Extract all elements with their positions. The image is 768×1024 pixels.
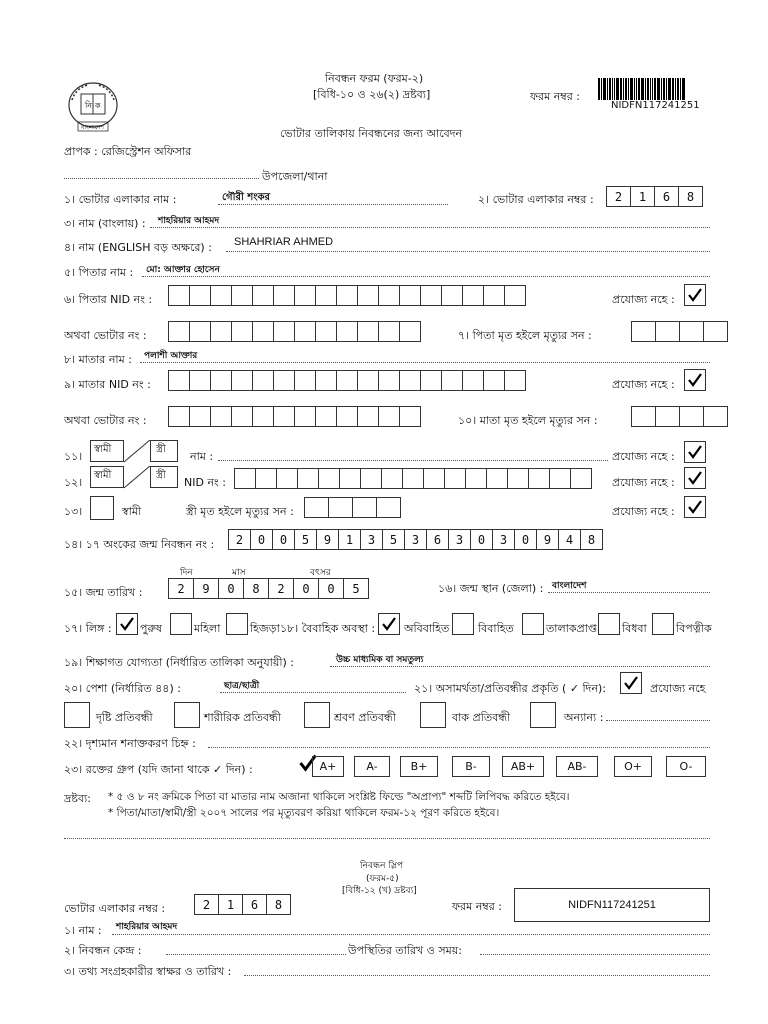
divorced-label: তালাকপ্রাপ্ত [546, 622, 597, 635]
f12-label: ১২। [64, 476, 83, 489]
digit-cell: 1 [630, 186, 655, 207]
slip-title: নিবন্ধন স্লিপ [360, 861, 403, 871]
digit-cell [315, 285, 337, 306]
digit-cell [357, 321, 379, 342]
visual-disability-label: দৃষ্টি প্রতিবন্ধী [96, 711, 153, 724]
digit-cell [273, 285, 295, 306]
digit-cell: 2 [168, 578, 194, 599]
digit-cell [399, 370, 421, 391]
note-1: * ৫ ও ৮ নং ক্রমিকে পিতা বা মাতার নাম অজানা থাকিলে সংশ্লিষ্ট ফিল্ডে "অপ্রাপ্য" শব্দটি লিপিবদ্ধ করিতে হইবে। [108, 791, 570, 803]
upazila-line [64, 178, 259, 179]
f23-label: ২৩। রক্তের গ্রুপ (যদি জানা থাকে ✓ দিন) : [64, 763, 253, 776]
digit-cell [402, 468, 424, 489]
slip-form-no-value: NIDFN117241251 [568, 899, 656, 911]
svg-text:নি: নি [85, 101, 93, 110]
f2-digit-boxes[interactable] [606, 186, 702, 207]
digit-cell [444, 468, 466, 489]
f3-label: ৩। নাম (বাংলায়) : [64, 217, 146, 230]
digit-cell [336, 285, 358, 306]
digit-cell [483, 370, 505, 391]
f16-label: ১৬। জন্ম স্থান (জেলা) : [438, 582, 544, 595]
male-checkbox[interactable] [116, 613, 138, 635]
widow-checkbox[interactable] [598, 613, 620, 635]
blood-group-option[interactable]: A+ [312, 756, 344, 777]
upazila-label: উপজেলা/থানা [262, 170, 328, 183]
slip-form-no-box[interactable] [514, 888, 710, 922]
digit-cell [231, 285, 253, 306]
digit-cell [357, 370, 379, 391]
female-label: মহিলা [194, 622, 221, 635]
digit-cell [315, 406, 337, 427]
f22-label: ২২। দৃশ্যমান শনাক্তকরণ চিহ্ন : [64, 737, 196, 750]
female-checkbox[interactable] [170, 613, 192, 635]
digit-cell [360, 468, 382, 489]
digit-cell [507, 468, 529, 489]
dob-day-caption: দিন [180, 568, 193, 578]
blood-group-option[interactable]: A- [354, 756, 390, 777]
digit-cell [189, 406, 211, 427]
f1-label: ১। ভোটার এলাকার নাম : [64, 193, 177, 206]
checkmark-icon [687, 444, 703, 460]
f4-value[interactable]: SHAHRIAR AHMED [234, 236, 334, 248]
digit-cell [168, 285, 190, 306]
digit-cell [378, 370, 400, 391]
wife-label: স্ত্রী [156, 470, 166, 481]
f13-label: ১৩। [64, 505, 83, 518]
f6-voter-boxes[interactable] [168, 321, 420, 342]
blood-group-option[interactable]: O+ [614, 756, 652, 777]
digit-cell: 2 [228, 529, 251, 550]
digit-cell [252, 370, 274, 391]
digit-cell [252, 285, 274, 306]
digit-cell [168, 406, 190, 427]
blood-group-option[interactable]: O- [666, 756, 706, 777]
emblem-caption: বাংলাদেশ [81, 124, 104, 131]
f9-voter-boxes[interactable] [168, 406, 420, 427]
f13-husband-checkbox[interactable] [90, 496, 114, 520]
checkmark-icon [381, 616, 397, 632]
physical-disability-label: শারীরিক প্রতিবন্ধী [204, 711, 281, 724]
f2-label: ২। ভোটার এলাকার নম্বর : [478, 193, 594, 206]
digit-cell: 0 [272, 529, 295, 550]
checkmark-icon [623, 675, 639, 691]
f8-label: ৮। মাতার নাম : [64, 353, 132, 366]
f10-label: ১০। মাতা মৃত হইলে মৃত্যুর সন : [458, 414, 598, 427]
slip-presence-label: উপস্থিতির তারিখ ও সময়: [348, 944, 462, 957]
other-disability-checkbox[interactable] [530, 702, 556, 728]
digit-cell [504, 370, 526, 391]
slip-name-value[interactable]: শাহরিয়ার আহমদ [116, 922, 178, 932]
unmarried-label: অবিবাহিত [404, 622, 450, 635]
f17-label: ১৭। লিঙ্গ : [64, 622, 112, 635]
slip-subtitle: (ফরম-৫) [366, 874, 399, 884]
digit-cell [465, 468, 487, 489]
f9-or-voter-label: অথবা ভোটার নং : [64, 414, 147, 427]
digit-cell: 0 [250, 529, 273, 550]
form-rule: [বিধি-১০ ও ২৬(২) দ্রষ্টব্য] [313, 88, 431, 101]
digit-cell: 2 [194, 894, 219, 915]
divorced-checkbox[interactable] [522, 613, 544, 635]
digit-cell [189, 285, 211, 306]
digit-cell [336, 406, 358, 427]
wife-label: স্ত্রী [156, 444, 166, 455]
digit-cell: 9 [316, 529, 339, 550]
digit-cell [315, 321, 337, 342]
f13-year-boxes[interactable] [304, 497, 400, 518]
digit-cell: 3 [404, 529, 427, 550]
digit-cell [339, 468, 361, 489]
f14-birth-reg-boxes[interactable] [228, 529, 602, 550]
digit-cell: 8 [580, 529, 603, 550]
f21-label: ২১। অসামর্থতা/প্রতিবন্ধীর প্রকৃতি ( ✓ দিন): [414, 682, 607, 695]
svg-text:ক: ক [95, 101, 101, 110]
digit-cell [189, 370, 211, 391]
digit-cell [294, 321, 316, 342]
digit-cell [168, 370, 190, 391]
f19-label: ১৯। শিক্ষাগত যোগ্যতা (নির্ধারিত তালিকা অনুযায়ী) : [64, 656, 294, 669]
digit-cell [336, 321, 358, 342]
digit-cell: 9 [536, 529, 559, 550]
widower-checkbox[interactable] [652, 613, 674, 635]
slip-center-label: ২। নিবন্ধন কেন্দ্র : [64, 944, 142, 957]
husband-label: স্বামী [94, 444, 112, 455]
note-heading: দ্রষ্টব্য: [64, 792, 91, 805]
slip-area-no-label: ভোটার এলাকার নম্বর : [64, 902, 166, 915]
digit-cell: 0 [293, 578, 319, 599]
f13-wife-death-label: স্ত্রী মৃত হইলে মৃত্যুর সন : [186, 505, 294, 518]
digit-cell [378, 285, 400, 306]
form-no-label: ফরম নম্বর : [530, 90, 580, 103]
checkmark-icon [687, 499, 703, 515]
digit-cell [210, 406, 232, 427]
f6-or-voter-label: অথবা ভোটার নং : [64, 329, 147, 342]
digit-cell [294, 406, 316, 427]
digit-cell [549, 468, 571, 489]
slip-area-digit-boxes[interactable] [194, 894, 290, 915]
barcode [598, 78, 686, 100]
form-title: নিবন্ধন ফরম (ফরম-২) [325, 72, 424, 85]
digit-cell [462, 285, 484, 306]
f12-nid-boxes[interactable] [234, 468, 591, 489]
digit-cell [276, 468, 298, 489]
digit-cell [234, 468, 256, 489]
digit-cell [336, 370, 358, 391]
dob-month-caption: মাস [232, 568, 246, 578]
f15-dob-boxes[interactable] [168, 578, 368, 599]
f7-label: ৭। পিতা মৃত হইলে মৃত্যুর সন : [458, 329, 592, 342]
checkmark-icon [687, 287, 703, 303]
digit-cell [504, 285, 526, 306]
hearing-disability-label: শ্রবণ প্রতিবন্ধী [334, 711, 396, 724]
digit-cell [297, 468, 319, 489]
f15-label: ১৫। জন্ম তারিখ : [64, 586, 143, 599]
blood-group-option[interactable]: AB- [556, 756, 598, 777]
f1-value[interactable]: গৌরী শংকর [222, 192, 271, 203]
f6-na-label: প্রযোজ্য নহে : [612, 293, 675, 306]
digit-cell [189, 321, 211, 342]
digit-cell [252, 321, 274, 342]
f13-na-label: প্রযোজ্য নহে : [612, 505, 675, 518]
f6-na-checkbox[interactable] [684, 284, 706, 306]
digit-cell [528, 468, 550, 489]
digit-cell: 6 [242, 894, 267, 915]
f11-husband-wife-box[interactable] [90, 440, 184, 463]
blood-group-option[interactable]: AB+ [502, 756, 544, 777]
digit-cell [420, 370, 442, 391]
digit-cell: 3 [360, 529, 383, 550]
hijra-checkbox[interactable] [226, 613, 248, 635]
f5-label: ৫। পিতার নাম : [64, 266, 134, 279]
f9-label: ৯। মাতার NID নং : [64, 378, 151, 391]
f18-label: ১৮। বৈবাহিক অবস্থা : [280, 622, 376, 635]
digit-cell: 8 [266, 894, 291, 915]
digit-cell [231, 370, 253, 391]
digit-cell [252, 406, 274, 427]
digit-cell [315, 370, 337, 391]
digit-cell: 6 [426, 529, 449, 550]
f8-value[interactable]: পলাশী আক্তার [144, 351, 198, 361]
f5-value[interactable]: মো: আক্তার হোসেন [146, 265, 220, 275]
digit-cell [231, 321, 253, 342]
digit-cell [378, 406, 400, 427]
visual-disability-checkbox[interactable] [64, 702, 90, 728]
digit-cell [294, 370, 316, 391]
digit-cell [570, 468, 592, 489]
f19-value[interactable]: উচ্চ মাধ্যমিক বা সমতুল্য [336, 655, 424, 665]
f10-year-boxes[interactable] [631, 406, 727, 427]
digit-cell: 0 [218, 578, 244, 599]
digit-cell [462, 370, 484, 391]
digit-cell [318, 468, 340, 489]
f11-na-label: প্রযোজ্য নহে : [612, 450, 675, 463]
digit-cell [210, 321, 232, 342]
digit-cell [399, 285, 421, 306]
digit-cell: 2 [606, 186, 631, 207]
digit-cell: 1 [218, 894, 243, 915]
f13-na-checkbox[interactable] [684, 496, 706, 518]
f12-na-label: প্রযোজ্য নহে : [612, 476, 675, 489]
digit-cell [486, 468, 508, 489]
f9-na-label: প্রযোজ্য নহে : [612, 378, 675, 391]
f9-na-checkbox[interactable] [684, 369, 706, 391]
slip-rule: [বিধি-১২ (খ) দ্রষ্টব্য] [342, 886, 417, 896]
application-title: ভোটার তালিকায় নিবন্ধনের জন্য আবেদন [280, 127, 463, 140]
blood-group-option[interactable]: B- [452, 756, 490, 777]
digit-cell: 8 [243, 578, 269, 599]
f4-label: ৪। নাম (ENGLISH বড় অক্ষরে) : [64, 241, 212, 254]
digit-cell [423, 468, 445, 489]
f16-value[interactable]: বাংলাদেশ [552, 581, 587, 591]
digit-cell [210, 285, 232, 306]
digit-cell [273, 406, 295, 427]
checkmark-icon [687, 470, 703, 486]
f3-value[interactable]: শাহরিয়ার আহমদ [158, 216, 220, 226]
blood-group-option[interactable]: B+ [400, 756, 438, 777]
digit-cell [294, 285, 316, 306]
physical-disability-checkbox[interactable] [174, 702, 200, 728]
f20-value[interactable]: ছাত্র/ছাত্রী [224, 681, 260, 691]
emblem-logo [64, 80, 122, 134]
speech-disability-checkbox[interactable] [420, 702, 446, 728]
barcode-number: NIDFN117241251 [611, 100, 700, 111]
digit-cell [168, 321, 190, 342]
checkmark-icon [119, 616, 135, 632]
digit-cell: 5 [382, 529, 405, 550]
digit-cell [210, 370, 232, 391]
digit-cell: 6 [654, 186, 679, 207]
f14-label: ১৪। ১৭ অংকের জন্ম নিবন্ধন নং : [64, 538, 215, 551]
digit-cell [357, 285, 379, 306]
dob-year-caption: বৎসর [310, 568, 331, 578]
digit-cell: 0 [514, 529, 537, 550]
digit-cell [399, 321, 421, 342]
digit-cell [441, 285, 463, 306]
digit-cell [231, 406, 253, 427]
hijra-label: হিজড়া [250, 622, 280, 635]
f6-label: ৬। পিতার NID নং : [64, 293, 153, 306]
digit-cell: 1 [338, 529, 361, 550]
digit-cell: 2 [268, 578, 294, 599]
f20-label: ২০। পেশা (নির্ধারিত ৪৪) : [64, 682, 181, 695]
f12-nid-label: NID নং : [184, 476, 226, 489]
unmarried-checkbox[interactable] [378, 613, 400, 635]
digit-cell [441, 370, 463, 391]
f11-name-label: নাম : [190, 450, 214, 463]
digit-cell [273, 321, 295, 342]
recipient: প্রাপক : রেজিস্ট্রেশন অফিসার [64, 145, 192, 158]
married-label: বিবাহিত [478, 622, 514, 635]
digit-cell: 9 [193, 578, 219, 599]
digit-cell: 0 [470, 529, 493, 550]
hearing-disability-checkbox[interactable] [304, 702, 330, 728]
f9-nid-boxes[interactable] [168, 370, 525, 391]
digit-cell: 4 [558, 529, 581, 550]
digit-cell [255, 468, 277, 489]
other-disability-label: অন্যান্য : [564, 711, 604, 724]
digit-cell: 3 [448, 529, 471, 550]
slip-collector-label: ৩। তথ্য সংগ্রহকারীর স্বাক্ষর ও তারিখ : [64, 965, 232, 978]
speech-disability-label: বাক প্রতিবন্ধী [452, 711, 511, 724]
f11-na-checkbox[interactable] [684, 441, 706, 463]
digit-cell [483, 285, 505, 306]
husband-label: স্বামী [94, 470, 112, 481]
widow-label: বিধবা [622, 622, 647, 635]
f11-label: ১১। [64, 450, 83, 463]
married-checkbox[interactable] [452, 613, 474, 635]
slip-form-no-label: ফরম নম্বর : [452, 900, 502, 913]
f12-na-checkbox[interactable] [684, 467, 706, 489]
digit-cell: 3 [492, 529, 515, 550]
digit-cell: 5 [294, 529, 317, 550]
digit-cell [357, 406, 379, 427]
digit-cell [381, 468, 403, 489]
digit-cell [399, 406, 421, 427]
f12-husband-wife-box[interactable] [90, 466, 184, 489]
digit-cell [420, 285, 442, 306]
digit-cell [273, 370, 295, 391]
f7-year-boxes[interactable] [631, 321, 727, 342]
digit-cell [378, 321, 400, 342]
f13-husband-label: স্বামী [122, 505, 142, 518]
digit-cell: 5 [343, 578, 369, 599]
note-2: * পিতা/মাতা/স্বামী/স্ত্রী ২০০৭ সালের পর মৃত্যুবরণ করিয়া থাকিলে ফরম-১২ পূরণ করিতে হইবে। [108, 807, 500, 819]
widower-label: বিপত্নীক [676, 622, 712, 635]
f21-na-checkbox[interactable] [620, 672, 642, 694]
digit-cell: 8 [678, 186, 703, 207]
f21-na-label: প্রযোজ্য নহে [650, 682, 706, 695]
slip-name-label: ১। নাম : [64, 924, 102, 937]
f6-nid-boxes[interactable] [168, 285, 525, 306]
male-label: পুরুষ [140, 622, 162, 635]
digit-cell: 0 [318, 578, 344, 599]
checkmark-icon [687, 372, 703, 388]
